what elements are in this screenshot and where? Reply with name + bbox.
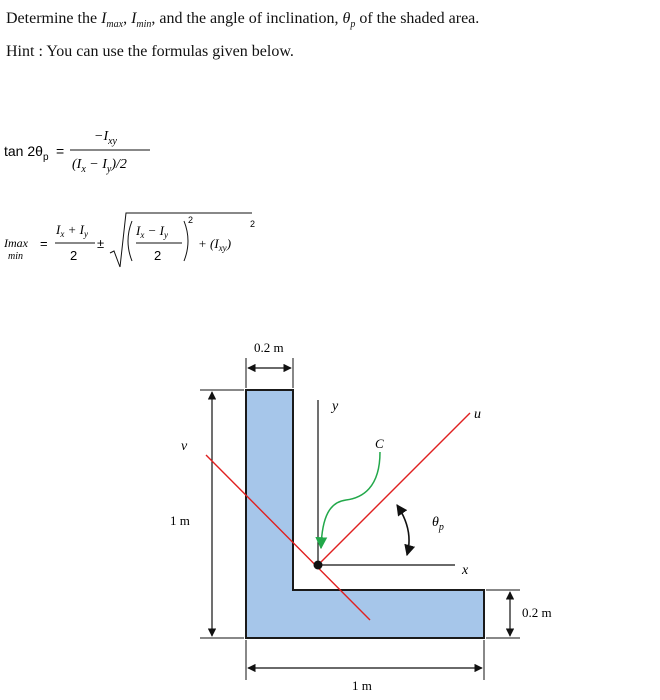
l-shaped-area: [246, 390, 484, 638]
exponent-1: 2: [188, 215, 194, 225]
hint-label: Hint: [6, 43, 35, 60]
theta-symbol: θ: [342, 10, 351, 27]
imax-frac-numerator: $I_x + I_y$: [56, 222, 88, 239]
dim-label-top: 0.2 m: [254, 340, 284, 355]
imax-label: Imax: [4, 236, 28, 250]
tan-numerator: $-I_{xy}$: [94, 129, 117, 147]
dim-label-bottom: 1 m: [352, 678, 372, 693]
plus-minus-sign: ±: [97, 236, 105, 251]
v-axis-label: v: [181, 439, 188, 454]
dim-label-left: 1 m: [170, 513, 190, 528]
imax-equals: =: [40, 236, 48, 251]
theta-p-label: $\theta_p$: [432, 515, 444, 533]
imax-frac-denominator: 2: [70, 248, 78, 263]
imin-label: min: [8, 251, 23, 262]
tan-denominator: $(I_x - I_y)/2$: [72, 157, 127, 175]
exponent-2: 2: [250, 219, 256, 229]
imax-symbol: I: [101, 10, 107, 27]
inner-numerator: $I_x - I_y$: [136, 223, 168, 240]
imin-symbol: I: [131, 10, 137, 27]
u-principal-axis: [318, 413, 470, 565]
hint-line: Hint : You can use the formulas given below.: [6, 43, 294, 60]
dim-label-right: 0.2 m: [522, 605, 552, 620]
inner-denominator: 2: [154, 248, 162, 263]
term2: + $(I_{xy})$: [198, 236, 232, 253]
angle-arc: [397, 505, 409, 555]
tan-equals: =: [56, 143, 65, 159]
centroid-point: [314, 561, 323, 570]
y-axis-label: y: [332, 399, 339, 414]
problem-statement: Determine the $I_{max}$, $I_{min}$, and the angle of inclination, $\theta_p$ of the shaded area.: [6, 10, 480, 31]
point-c-label: C: [375, 436, 384, 451]
hint-text: You can use the formulas given below.: [46, 43, 294, 60]
u-axis-label: u: [474, 407, 481, 422]
x-axis-label: x: [462, 563, 469, 578]
rotation-arrow: [321, 452, 380, 548]
tan-lhs: $\tan 2\theta_p$: [4, 143, 49, 163]
